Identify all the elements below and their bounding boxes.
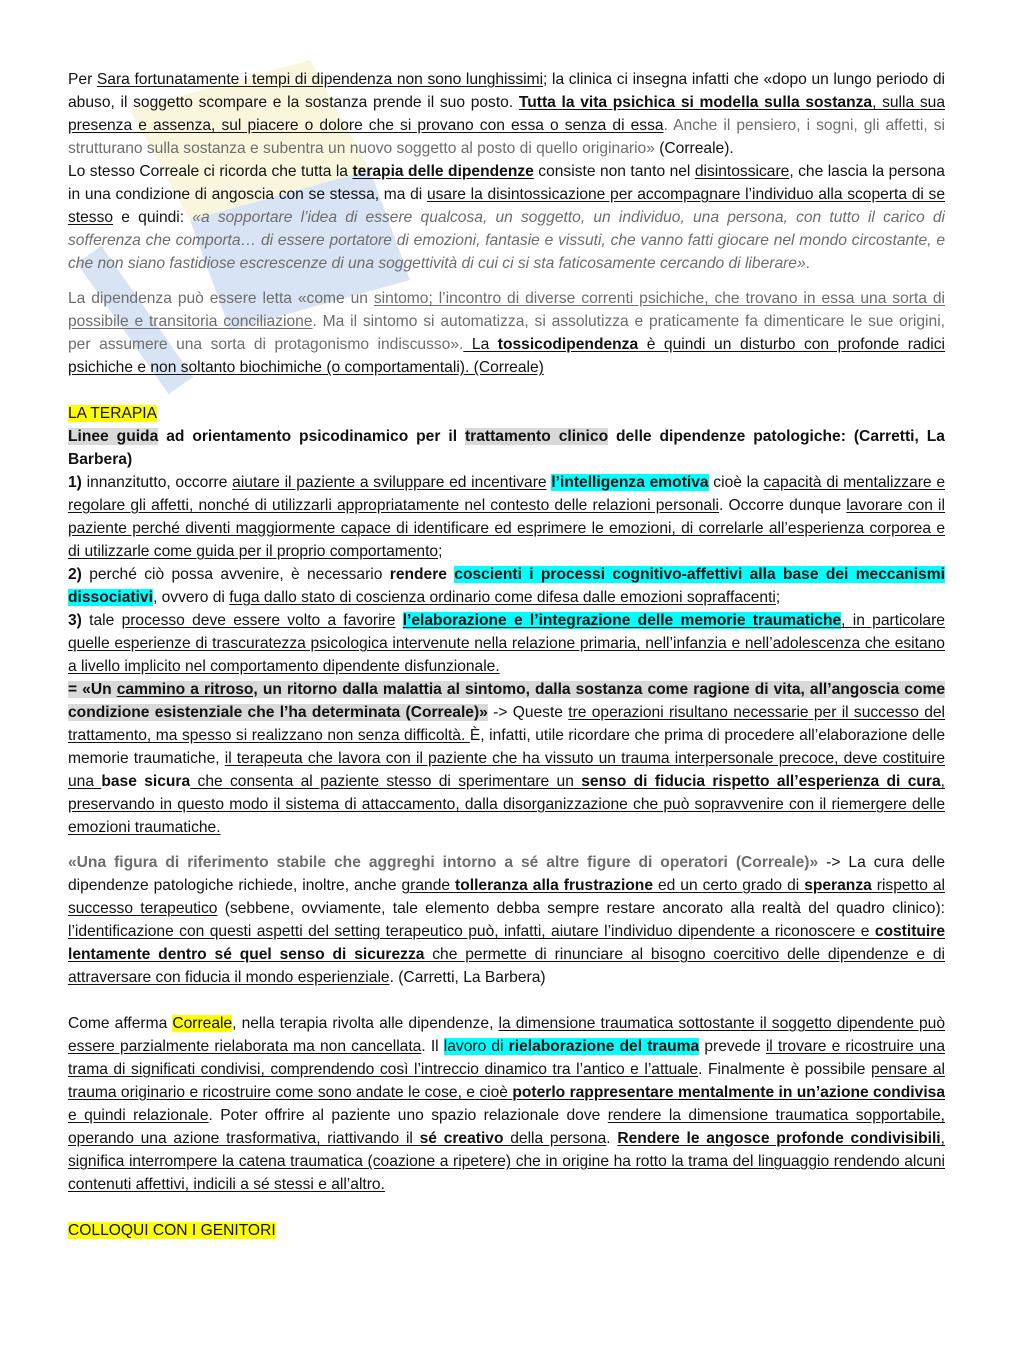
- document-body: [68, 68, 945, 1242]
- heading-colloqui-genitori: COLLOQUI CON I GENITORI: [68, 1222, 276, 1239]
- guidelines-title: Linee guida ad orientamento psicodinamico per il trattamento clinico delle dipendenze patologiche: (Carretti, La Barbera): [68, 428, 945, 468]
- paragraph-correale-trauma: Come afferma Correale, nella terapia rivolta alle dipendenze, la dimensione traumatica sottostante il soggetto dipendente può essere parzialmente rielaborata ma non cancellata. Il lavoro di rielaborazione del trauma prevede il trovare e ricostruire una trama di significati condivisi, comprendendo così l’intreccio dinamico tra l’antico e l’attuale. Finalmente è possibile pensare al trauma originario e ricostruire come sono andate le cose, e cioè poterlo rappresentare mentalmente in un’azione condivisa e quindi relazionale. Poter offrire al paziente uno spazio relazionale dove rendere la dimensione traumatica sopportabile, operando una azione trasformativa, riattivando il sé creativo della persona. Rendere le angosce profonde condivisibili, significa interrompere la catena traumatica (coazione a ripetere) che in origine ha rotto la trama del linguaggio rendendo alcuni contenuti affettivi, indicili a sé stessi e all’altro.: [68, 1015, 946, 1193]
- guideline-item-3: 3) tale processo deve essere volto a favorire l’elaborazione e l’integrazione delle memorie traumatiche, in particolare quelle esperienze di trascuratezza psicologica intervenute nella relazione primaria, nell’infanzia e nell’adolescenza che esitano a livello implicito nel comportamento dipendente disfunzionale.: [68, 612, 945, 675]
- paragraph-figura-riferimento: «Una figura di riferimento stabile che aggreghi intorno a sé altre figure di operatori (Correale)» -> La cura delle dipendenze patologiche richiede, inoltre, anche grande tolleranza alla frustrazione ed un certo grado di speranza rispetto al successo terapeutico (sebbene, ovviamente, tale elemento debba sempre restare ancorato alla realtà del quadro clinico): l’identificazione con questi aspetti del setting terapeutico può, infatti, aiutare l’individuo dipendente a riconoscere e costituire lentamente dentro sé quel senso di sicurezza che permette di rinunciare al bisogno coercitivo delle dipendenze e di attraversare con fiducia il mondo esperienziale. (Carretti, La Barbera): [68, 854, 946, 986]
- paragraph-sara: Per Sara fortunatamente i tempi di dipendenza non sono lunghissimi; la clinica ci insegna infatti che «dopo un lungo periodo di abuso, il soggetto scompare e la sostanza prende il suo posto. Tutta la vita psichica si modella sulla sostanza, sulla sua presenza e assenza, sul piacere o dolore che si provano con essa o senza di essa. Anche il pensiero, i sogni, gli affetti, si strutturano sulla sostanza e subentra un nuovo soggetto al posto di quello originario» (Correale). Lo stesso Correale ci ricorda che tutta la terapia delle dipendenze consiste non tanto nel disintossicare, che lascia la persona in una condizione di angoscia con se stessa, ma di usare la disintossicazione per accompagnare l’individuo alla scoperta di se stesso e quindi: «a sopportare l’idea di essere qualcosa, un soggetto, un individuo, una persona, con tutto il carico di sofferenza che comporta… di essere portatore di emozioni, fantasie e vissuti, che vanno fatti giocare nel mondo circostante, e che non siano fastidiose escrescenze di una soggettività di cui ci si sta faticosamente cercando di liberare».: [68, 71, 946, 272]
- guideline-item-1: 1) innanzitutto, occorre aiutare il paziente a sviluppare ed incentivare l’intelligenza emotiva cioè la capacità di mentalizzare e regolare gli affetti, nonché di utilizzarli appropriatamente nel contesto delle relazioni personali. Occorre dunque lavorare con il paziente perché diventi maggiormente capace di identificare ed esprimere le emozioni, di correlarle all’esperienza corporea e di utilizzarle come guida per il proprio comportamento;: [68, 474, 945, 560]
- heading-la-terapia: LA TERAPIA: [68, 405, 157, 422]
- paragraph-sintomo: La dipendenza può essere letta «come un sintomo; l’incontro di diverse correnti psichiche, che trovano in essa una sorta di possibile e transitoria conciliazione. Ma il sintomo si automatizza, si assolutizza e praticamente fa dimenticare le sue origini, per assumere una sorta di protagonismo indiscusso». La tossicodipendenza è quindi un disturbo con profonde radici psichiche e non soltanto biochimiche (o comportamentali). (Correale): [68, 290, 945, 376]
- paragraph-cammino: = «Un cammino a ritroso, un ritorno dalla malattia al sintomo, dalla sostanza come ragione di vita, all’angoscia come condizione esistenziale che l’ha determinata (Correale)» -> Queste tre operazioni risultano necessarie per il successo del trattamento, ma spesso si realizzano non senza difficoltà. È, infatti, utile ricordare che prima di procedere all’elaborazione delle memorie traumatiche, il terapeuta che lavora con il paziente che ha vissuto un trauma interpersonale precoce, deve costituire una base sicura che consenta al paziente stesso di sperimentare un senso di fiducia rispetto all’esperienza di cura, preservando in questo modo il sistema di attaccamento, dalla disorganizzazione che può sopravvenire con il riemergere delle emozioni traumatiche.: [68, 681, 946, 836]
- guideline-item-2: 2) perché ciò possa avvenire, è necessario rendere coscienti i processi cognitivo-affettivi alla base dei meccanismi dissociativi, ovvero di fuga dallo stato di coscienza ordinario come difesa dalle emozioni sopraffacenti;: [68, 566, 945, 606]
